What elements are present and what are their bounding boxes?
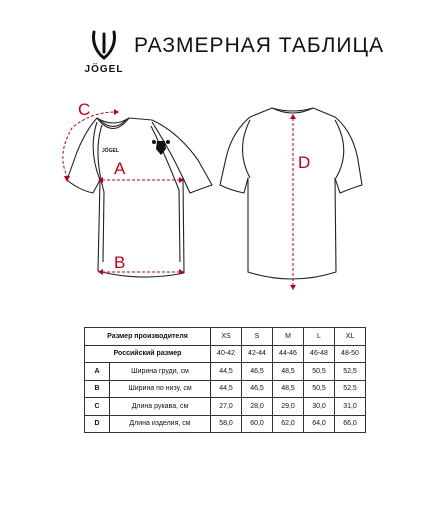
row-letter: B xyxy=(85,380,110,398)
ru-size-cell: 46-48 xyxy=(304,345,335,363)
row-letter: A xyxy=(85,363,110,381)
ru-size-cell: 40-42 xyxy=(211,345,242,363)
value-cell: 52,5 xyxy=(335,380,366,398)
row-name: Ширина груди, см xyxy=(110,363,211,381)
value-cell: 27,0 xyxy=(211,398,242,416)
value-cell: 48,5 xyxy=(273,363,304,381)
value-cell: 60,0 xyxy=(242,415,273,433)
table-row xyxy=(85,363,366,381)
size-cell: L xyxy=(304,328,335,346)
size-cell: S xyxy=(242,328,273,346)
row-letter: D xyxy=(85,415,110,433)
value-cell: 44,5 xyxy=(211,363,242,381)
ru-size-label: Российский размер xyxy=(85,345,211,363)
value-cell: 30,0 xyxy=(304,398,335,416)
value-cell: 52,5 xyxy=(335,363,366,381)
header-label: Размер производителя xyxy=(85,328,211,346)
value-cell: 50,5 xyxy=(304,380,335,398)
row-name: Длина изделия, см xyxy=(110,415,211,433)
value-cell: 58,0 xyxy=(211,415,242,433)
value-cell: 48,5 xyxy=(273,380,304,398)
table-row xyxy=(85,345,366,363)
size-cell: XL xyxy=(335,328,366,346)
size-cell: M xyxy=(273,328,304,346)
page-title: РАЗМЕРНАЯ ТАБЛИЦА xyxy=(134,34,385,57)
row-name: Длина рукава, см xyxy=(110,398,211,416)
measure-label-b: B xyxy=(114,253,126,272)
table-row xyxy=(85,415,366,433)
value-cell: 28,0 xyxy=(242,398,273,416)
table-row xyxy=(85,328,366,346)
value-cell: 44,5 xyxy=(211,380,242,398)
measure-label-d: D xyxy=(298,153,311,172)
value-cell: 64,0 xyxy=(304,415,335,433)
table-row xyxy=(85,398,366,416)
jersey-front xyxy=(67,118,212,277)
measure-label-a: A xyxy=(114,159,126,178)
jersey-back xyxy=(220,108,362,279)
ru-size-cell: 48-50 xyxy=(335,345,366,363)
row-letter: C xyxy=(85,398,110,416)
value-cell: 62,0 xyxy=(273,415,304,433)
value-cell: 46,5 xyxy=(242,380,273,398)
value-cell: 31,0 xyxy=(335,398,366,416)
chest-logo-text: JÖGEL xyxy=(102,148,119,154)
size-table xyxy=(84,327,366,433)
measurement-lines xyxy=(63,112,293,286)
value-cell: 29,0 xyxy=(273,398,304,416)
ru-size-cell: 44-46 xyxy=(273,345,304,363)
value-cell: 46,5 xyxy=(242,363,273,381)
size-cell: XS xyxy=(211,328,242,346)
brand-name: JÖGEL xyxy=(84,64,124,75)
value-cell: 50,5 xyxy=(304,363,335,381)
row-name: Ширина по низу, см xyxy=(110,380,211,398)
table-row xyxy=(85,380,366,398)
ru-size-cell: 42-44 xyxy=(242,345,273,363)
measure-label-c: C xyxy=(78,100,91,119)
value-cell: 66,0 xyxy=(335,415,366,433)
